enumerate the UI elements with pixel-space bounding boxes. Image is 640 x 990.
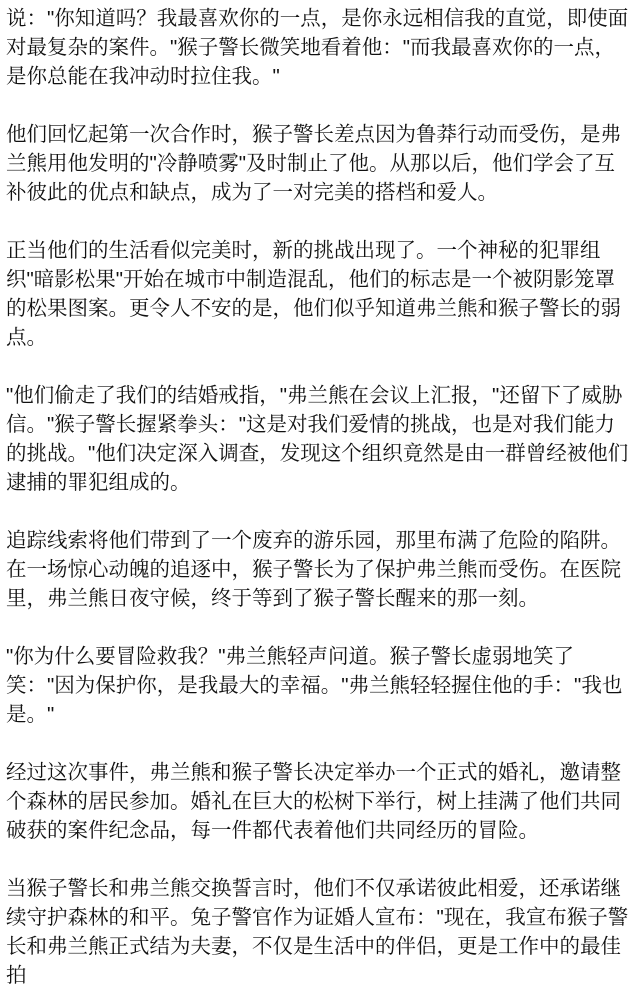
story-paragraph-6: "你为什么要冒险救我？"弗兰熊轻声问道。猴子警长虚弱地笑了笑："因为保护你，是我最大的幸福。"弗兰熊轻轻握住他的手："我也是。" <box>6 645 623 726</box>
story-paragraph-8: 当猴子警长和弗兰熊交换誓言时，他们不仅承诺彼此相爱，还承诺继续守护森林的和平。兔子警官作为证婚人宣布："现在，我宣布猴子警长和弗兰熊正式结为夫妻，不仅是生活中的伴侣，更是工作中的最佳拍 <box>6 877 629 987</box>
story-paragraph-4: "他们偷走了我们的结婚戒指，"弗兰熊在会议上汇报，"还留下了威胁信。"猴子警长握紧拳头："这是对我们爱情的挑战，也是对我们能力的挑战。"他们决定深入调查，发现这个组织竟然是由一群曾经被他们逮捕的罪犯组成的。 <box>6 384 629 494</box>
story-paragraph-2: 他们回忆起第一次合作时，猴子警长差点因为鲁莽行动而受伤，是弗兰熊用他发明的"冷静喷雾"及时制止了他。从那以后，他们学会了互补彼此的优点和缺点，成为了一对完美的搭档和爱人。 <box>6 123 621 204</box>
story-paragraph-5: 追踪线索将他们带到了一个废弃的游乐园，那里布满了危险的陷阱。在一场惊心动魄的追逐中，猴子警长为了保护弗兰熊而受伤。在医院里，弗兰熊日夜守候，终于等到了猴子警长醒来的那一刻。 <box>6 529 621 610</box>
story-paragraph-3: 正当他们的生活看似完美时，新的挑战出现了。一个神秘的犯罪组织"暗影松果"开始在城市中制造混乱，他们的标志是一个被阴影笼罩的松果图案。更令人不安的是，他们似乎知道弗兰熊和猴子警长的弱点。 <box>6 239 621 349</box>
story-paragraph-7: 经过这次事件，弗兰熊和猴子警长决定举办一个正式的婚礼，邀请整个森林的居民参加。婚礼在巨大的松树下举行，树上挂满了他们共同破获的案件纪念品，每一件都代表着他们共同经历的冒险。 <box>6 761 621 842</box>
story-paragraph-1: 说："你知道吗？我最喜欢你的一点，是你永远相信我的直觉，即使面对最复杂的案件。"猴子警长微笑地看着他："而我最喜欢你的一点，是你总能在我冲动时拉住我。" <box>6 7 629 88</box>
